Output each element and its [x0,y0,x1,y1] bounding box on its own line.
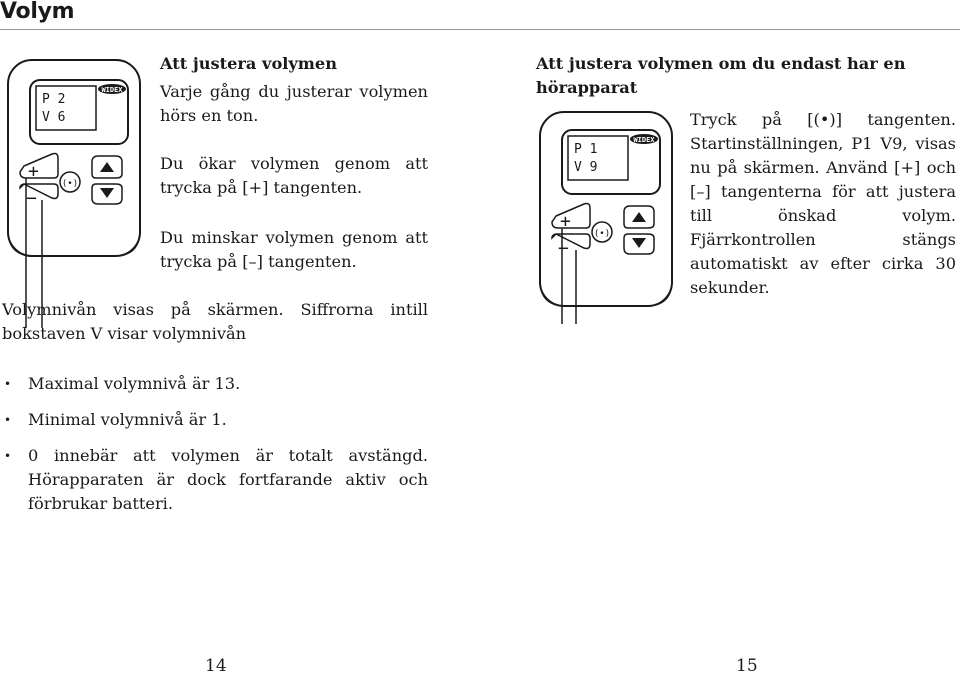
minus-icon: − [26,188,37,209]
display-volume: V 9 [574,160,598,175]
left-heading: Att justera volymen [160,54,337,73]
brand-logo [630,134,658,144]
page-title: Volym [0,0,75,24]
page-number-left: 14 [205,656,227,676]
left-paragraph-1: Varje gång du justerar volymen hörs en ton. [160,82,428,125]
list-item: • 0 innebär att volymen är totalt avstängd. Hörapparaten är dock fortfarande aktiv och förbrukar batteri. [2,444,428,516]
hearing-aid-icon: (•) [61,179,79,189]
plus-icon: + [28,161,39,182]
remote-control-left [4,58,146,330]
right-heading: Att justera volymen om du endast har en hörapparat [536,54,906,97]
svg-text:WIDEX: WIDEX [633,136,655,144]
arrow-down-button[interactable] [624,234,654,254]
display-program: P 1 [574,142,598,157]
page-number-right: 15 [736,656,758,676]
remote-control-right [536,110,678,326]
plus-icon: + [560,211,571,232]
arrow-up-button[interactable] [624,206,654,228]
hearing-aid-icon: (•) [593,229,611,239]
svg-text:WIDEX: WIDEX [101,86,123,94]
right-paragraph: Tryck på [(•)] tangenten. Startinställningen, P1 V9, visas nu på skärmen. Använd [+] och [–] tangenterna för att justera till önskad volym. Fjärrkontrollen stängs automatiskt av efter cirka 30 sekunder. [690,110,956,297]
list-item: • Maximal volymnivå är 13. [2,372,428,396]
arrow-down-button[interactable] [92,184,122,204]
left-paragraph-2: Du ökar volymen genom att trycka på [+] tangenten. [160,154,428,197]
minus-icon: − [558,238,569,259]
left-paragraph-3: Du minskar volymen genom att trycka på [–] tangenten. [160,228,428,271]
left-paragraph-4: Volymnivån visas på skärmen. Siffrorna intill bokstaven V visar volymnivån [2,300,428,343]
volume-levels-list [2,372,428,516]
arrow-up-button[interactable] [92,156,122,178]
brand-logo [98,84,126,94]
select-button[interactable] [592,222,612,242]
display-program: P 2 [42,92,66,107]
display-volume: V 6 [42,110,66,125]
select-button[interactable] [60,172,80,192]
header-rule [0,29,960,30]
list-item: • Minimal volymnivå är 1. [2,408,428,432]
